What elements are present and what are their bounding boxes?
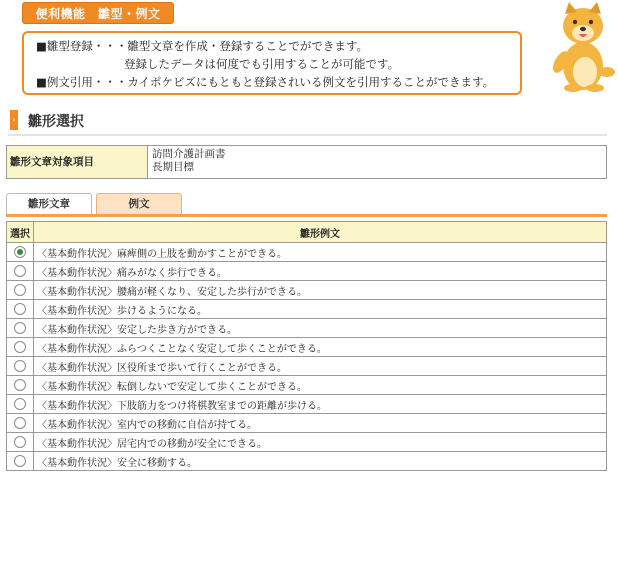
banner-title: 便利機能 雛型・例文 — [22, 2, 174, 24]
example-text: 〈基本動作状況〉転倒しないで安定して歩くことができる。 — [34, 376, 607, 395]
select-cell — [7, 319, 34, 338]
example-text: 〈基本動作状況〉区役所まで歩いて行くことができる。 — [34, 357, 607, 376]
example-text: 〈基本動作状況〉麻痺側の上肢を動かすことができる。 — [34, 243, 607, 262]
select-cell — [7, 433, 34, 452]
select-column-header: 選択 — [7, 222, 34, 243]
target-value-plan: 訪問介護計画書 — [152, 148, 226, 160]
section-marker-icon: › — [10, 110, 18, 130]
example-text: 〈基本動作状況〉歩けるようになる。 — [34, 300, 607, 319]
example-table — [6, 221, 607, 471]
select-radio[interactable] — [14, 398, 26, 410]
table-row[interactable] — [7, 395, 607, 414]
select-cell — [7, 414, 34, 433]
table-header-row — [7, 222, 607, 243]
select-cell — [7, 262, 34, 281]
target-value-goal: 長期目標 — [152, 161, 194, 173]
info-line-example: ■例文引用・・・カイポケビズにもともと登録されいる例文を引用することができます。 — [36, 75, 495, 89]
tab-example-text[interactable]: 例文 — [96, 193, 182, 215]
table-row[interactable] — [7, 357, 607, 376]
example-text: 〈基本動作状況〉下肢筋力をつけ将棋教室までの距離が歩ける。 — [34, 395, 607, 414]
target-item-label: 雛形文章対象項目 — [7, 146, 148, 178]
info-line-template: ■雛型登録・・・雛型文章を作成・登録することでができます。 — [36, 39, 368, 53]
example-text: 〈基本動作状況〉安全に移動する。 — [34, 452, 607, 471]
select-radio[interactable] — [14, 265, 26, 277]
table-row[interactable] — [7, 338, 607, 357]
feature-info-box — [22, 31, 522, 95]
table-row[interactable] — [7, 414, 607, 433]
table-row[interactable] — [7, 433, 607, 452]
select-cell — [7, 281, 34, 300]
table-row[interactable] — [7, 243, 607, 262]
select-radio[interactable] — [14, 284, 26, 296]
select-radio[interactable] — [14, 455, 26, 467]
select-radio[interactable] — [14, 379, 26, 391]
target-item-table — [6, 145, 607, 179]
example-text: 〈基本動作状況〉痛みがなく歩行できる。 — [34, 262, 607, 281]
table-row[interactable] — [7, 281, 607, 300]
example-text: 〈基本動作状況〉室内での移動に自信が持てる。 — [34, 414, 607, 433]
select-cell — [7, 395, 34, 414]
section-title: 雛形選択 — [28, 114, 84, 130]
table-row[interactable] — [7, 262, 607, 281]
example-text: 〈基本動作状況〉居宅内での移動が安全にできる。 — [34, 433, 607, 452]
select-radio[interactable] — [14, 246, 26, 258]
select-radio[interactable] — [14, 303, 26, 315]
example-text: 〈基本動作状況〉安定した歩き方ができる。 — [34, 319, 607, 338]
target-item-values — [152, 148, 226, 174]
example-text: 〈基本動作状況〉腰痛が軽くなり、安定した歩行ができる。 — [34, 281, 607, 300]
select-cell — [7, 452, 34, 471]
select-radio[interactable] — [14, 322, 26, 334]
tab-template-text[interactable]: 雛形文章 — [6, 193, 92, 215]
select-radio[interactable] — [14, 436, 26, 448]
select-cell — [7, 243, 34, 262]
select-radio[interactable] — [14, 360, 26, 372]
table-row[interactable] — [7, 300, 607, 319]
section-header — [8, 108, 607, 136]
select-cell — [7, 300, 34, 319]
table-row[interactable] — [7, 452, 607, 471]
select-radio[interactable] — [14, 417, 26, 429]
select-cell — [7, 338, 34, 357]
select-cell — [7, 357, 34, 376]
select-radio[interactable] — [14, 341, 26, 353]
table-row[interactable] — [7, 376, 607, 395]
table-row[interactable] — [7, 319, 607, 338]
select-cell — [7, 376, 34, 395]
example-column-header: 雛形例文 — [34, 222, 607, 243]
info-line-reuse: 登録したデータは何度でも引用することが可能です。 — [124, 57, 400, 71]
example-text: 〈基本動作状況〉ふらつくことなく安定して歩くことができる。 — [34, 338, 607, 357]
tab-underline — [6, 214, 607, 217]
dog-mascot-icon — [545, 0, 617, 92]
